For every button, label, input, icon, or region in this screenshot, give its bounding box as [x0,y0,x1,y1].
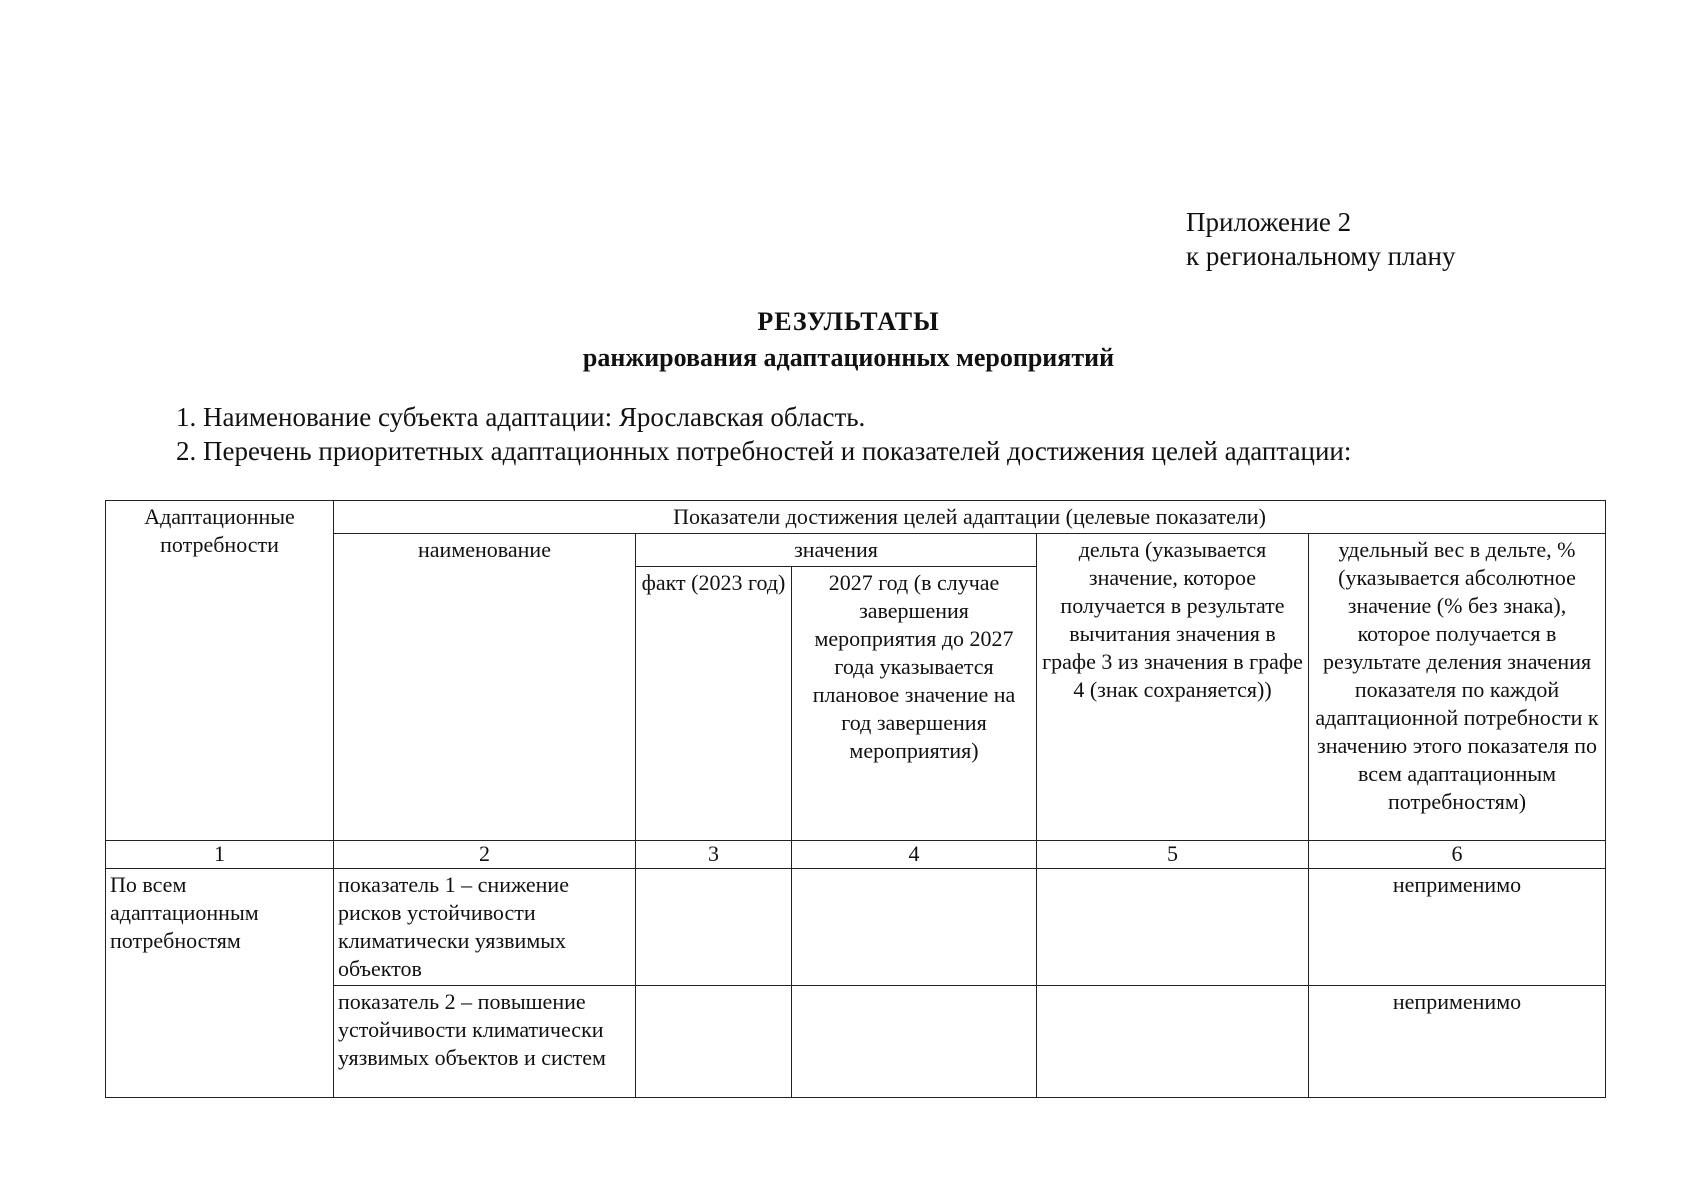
item-2: 2. Перечень приоритетных адаптационных потребностей и показателей достижения целей адаптации: [176,436,1352,466]
header-name: наименование [334,534,636,841]
table-row [106,869,1606,986]
year2027-value [792,869,1037,986]
title-main: РЕЗУЛЬТАТЫ [757,307,940,336]
title-sub: ранжирования адаптационных мероприятий [582,343,1115,372]
header-2027: 2027 год (в случае завершения мероприятия до 2027 года указывается плановое значение на год завершения мероприятия) [792,567,1037,841]
appendix-line-2: к региональному плану [1186,241,1456,271]
header-needs: Адаптационные потребности [106,501,334,841]
weight-value: неприменимо [1309,869,1606,986]
weight-value: неприменимо [1309,986,1606,1098]
appendix-line-1: Приложение 2 [1186,207,1352,237]
header-values: значения [636,534,1037,567]
document-title [0,304,1697,376]
year2027-value [792,986,1037,1098]
header-fact: факт (2023 год) [636,567,792,841]
indicator-name: показатель 1 – снижение рисков устойчивости климатически уязвимых объектов [334,869,636,986]
header-weight: удельный вес в дельте, % (указывается абсолютное значение (% без знака), которое получается в результате деления значения показателя по каждой адаптационной потребности к значению этого показателя по всем адаптационным потребностям) [1309,534,1606,841]
fact-value [636,869,792,986]
column-number-1: 1 [106,841,334,869]
fact-value [636,986,792,1098]
indicator-name: показатель 2 – повышение устойчивости климатически уязвимых объектов и систем [334,986,636,1098]
numbered-items [176,400,1351,468]
indicators-table [105,500,1606,1098]
appendix-caption [1186,205,1455,273]
column-number-4: 4 [792,841,1037,869]
column-number-3: 3 [636,841,792,869]
header-row-1 [106,501,1606,534]
column-number-6: 6 [1309,841,1606,869]
item-1: 1. Наименование субъекта адаптации: Ярославская область. [176,402,866,432]
header-indicators: Показатели достижения целей адаптации (целевые показатели) [334,501,1606,534]
header-delta: дельта (указывается значение, которое получается в результате вычитания значения в графе 3 из значения в графе 4 (знак сохраняется)) [1037,534,1309,841]
group-label: По всем адаптационным потребностям [106,869,334,1098]
column-numbers-row [106,841,1606,869]
column-number-5: 5 [1037,841,1309,869]
delta-value [1037,869,1309,986]
delta-value [1037,986,1309,1098]
column-number-2: 2 [334,841,636,869]
